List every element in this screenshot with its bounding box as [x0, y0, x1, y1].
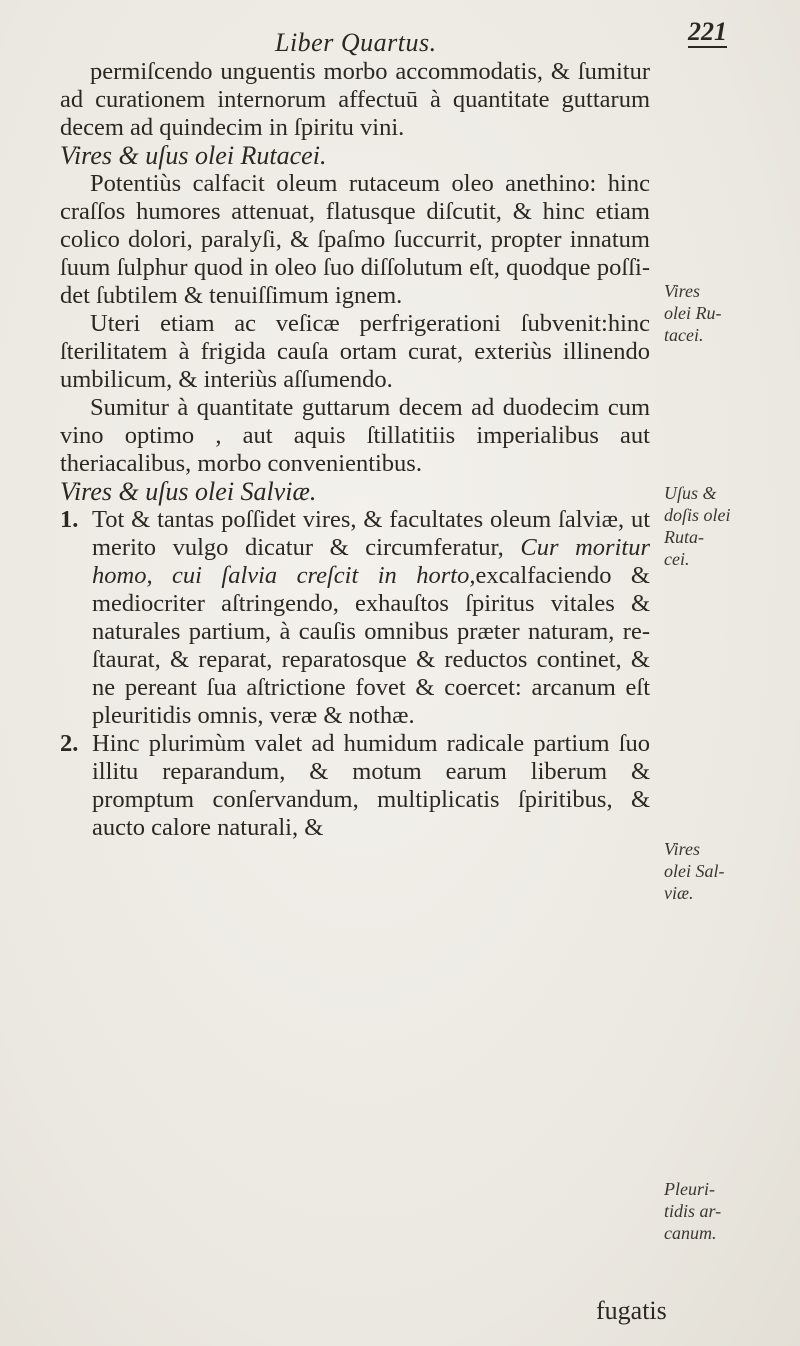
salvia-proverb: Cur moritur homo, cui ſalvia creſcit in horto, [92, 534, 650, 589]
ruta-paragraph-1: Potentiùs calfacit oleum rutaceum oleo anethino: hinc craſſos humores attenuat, flatusque diſcutit, & hinc etiam colico dolori, paralyſi, & ſpaſmo ſuccurrit, propter innatum ſuum ſulphur quod in oleo ſuo diſſolutum eſt, quodque poſſidet ſubtilem & tenuiſſimum ignem. [60, 170, 650, 309]
section-heading-ruta: Vires & uſus olei Rutacei. [60, 141, 327, 170]
margin-note-pleuritidis: Pleuri- tidis ar- canum. [664, 1179, 722, 1243]
running-title: Liber Quartus. [275, 28, 437, 57]
item-number: 2. [60, 730, 79, 757]
section-heading-salvia: Vires & uſus olei Salviæ. [60, 477, 317, 506]
main-text-column [60, 58, 650, 842]
salvia-item-2 [60, 730, 650, 842]
page-header [0, 10, 800, 57]
continuation-paragraph: permiſcendo unguentis morbo accommodatis, & ſumitur ad curationem internorum affectuū à quantitate guttarum decem ad quindecim in ſpiritu vini. [60, 58, 650, 141]
salvia-item-2-text: Hinc plurimùm valet ad humidum radicale partium ſuo illitu reparandum, & motum earum liberum & promptum conſervandum, multiplicatis ſpiritibus, & aucto calore naturali, & [92, 730, 650, 841]
salvia-item-1 [60, 506, 650, 730]
margin-note-usus-ruta: Uſus & doſis olei Ruta- cei. [664, 483, 731, 569]
item-number: 1. [60, 506, 79, 533]
ruta-paragraph-3: Sumitur à quantitate guttarum decem ad duodecim cum vino optimo , aut aquis ſtillatitiis imperialibus aut theriacalibus, morbo convenientibus. [60, 394, 650, 477]
salvia-item-1-text-a: Tot & tantas poſſidet vires, & facultates oleum ſalviæ, ut merito vulgo dicatur & circumferatur, [92, 506, 650, 561]
ruta-paragraph-2: Uteri etiam ac veſicæ perfrigerationi ſubvenit:hinc ſterilitatem à frigida cauſa ortam curat, exteriùs illinendo umbilicum, & interiùs aſſumendo. [60, 310, 650, 393]
salvia-item-1-text-b: excalfaciendo & mediocriter aſtringendo, exhauſtos ſpiritus vitales & naturales partium, à cauſis omnibus præter naturam, reſtaurat, & reparat, reparatosque & reductos continet, & ne pereant ſua aſtrictione fovet & coercet: arcanum eſt pleuritidis omnis, veræ & nothæ. [92, 562, 650, 729]
margin-note-vires-salvia: Vires olei Sal- viæ. [664, 839, 725, 903]
catchword: fugatis [596, 1296, 667, 1325]
margin-note-vires-ruta: Vires olei Ru- tacei. [664, 281, 722, 345]
page-number: 221 [688, 17, 727, 46]
